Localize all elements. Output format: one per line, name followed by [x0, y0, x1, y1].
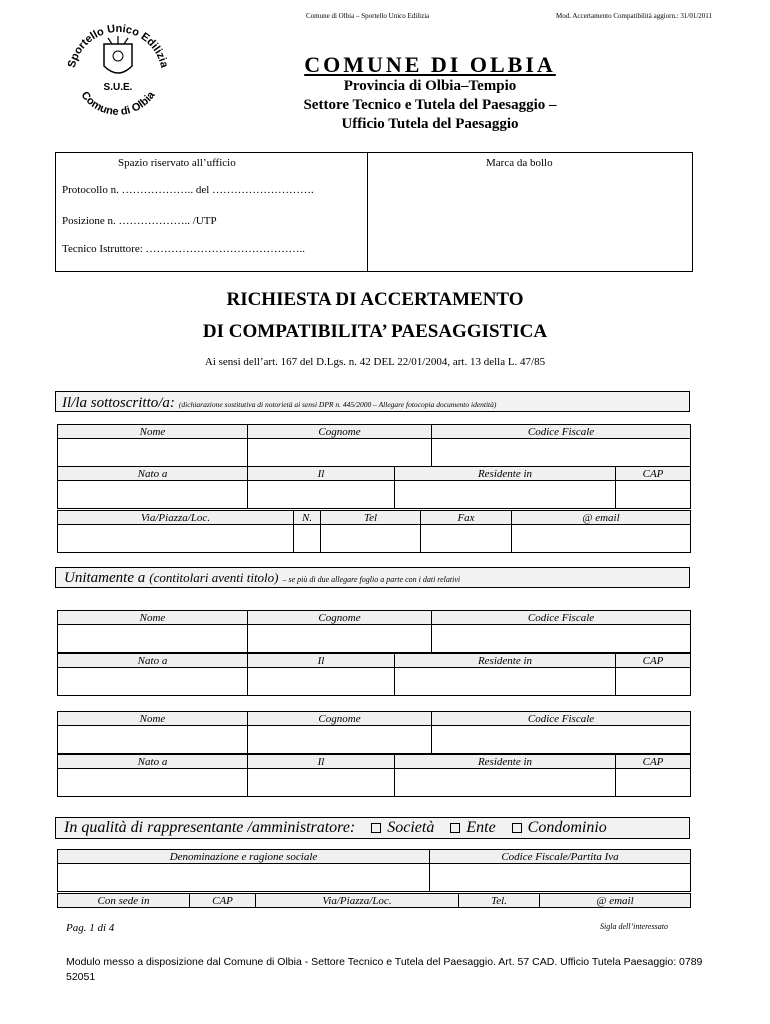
codice-fiscale-input[interactable] — [432, 625, 691, 653]
section-rappresentante-bar — [55, 817, 690, 839]
condominio-label: Condominio — [527, 819, 607, 836]
numero-input[interactable] — [294, 525, 321, 553]
doc-title-line2: DI COMPATIBILITA’ PAESAGGISTICA — [202, 321, 548, 342]
posizione-field[interactable]: Posizione n. ……………….. /UTP — [62, 215, 217, 227]
societa-label: Società — [387, 819, 435, 836]
codice-fiscale-label: Codice Fiscale — [432, 425, 691, 439]
cognome-input[interactable] — [248, 439, 432, 467]
nome-label: Nome — [58, 611, 248, 625]
nato-a-label: Nato a — [58, 654, 248, 668]
ente-label: Ente — [466, 819, 496, 836]
section-unitamente-note: – se più di due allegare foglio a parte con i dati relativi — [282, 575, 461, 584]
legal-reference: Ai sensi dell’art. 167 del D.Lgs. n. 42 DEL 22/01/2004, art. 13 della L. 47/85 — [204, 356, 546, 368]
residente-in-label: Residente in — [395, 467, 616, 481]
il-input[interactable] — [248, 481, 395, 509]
section-sottoscritto-note: (dichiarazione sostitutiva di notorietà ai sensi DPR n. 445/2000 – Allegare fotocopia documento identità) — [178, 400, 497, 409]
il-input[interactable] — [248, 769, 395, 797]
footer-note: Modulo messo a disposizione dal Comune di Olbia - Settore Tecnico e Tutela del Paesaggio. Art. 57 CAD. Ufficio Tutela Paesaggio: 0789 52051 — [66, 956, 703, 983]
societa-checkbox[interactable] — [371, 823, 381, 833]
cap-input[interactable] — [616, 481, 691, 509]
il-input[interactable] — [248, 668, 395, 696]
cap-label: CAP — [616, 467, 691, 481]
email-label: @ email — [512, 511, 691, 525]
via-label: Via/Piazza/Loc. — [58, 511, 294, 525]
con-sede-in-label: Con sede in — [58, 894, 190, 908]
page-number: Pag. 1 di 4 — [66, 922, 115, 934]
nome-input[interactable] — [58, 439, 248, 467]
contitolare-1-table — [57, 610, 691, 653]
numero-label: N. — [294, 511, 321, 525]
section-sottoscritto-bar — [55, 391, 690, 412]
sottoscritto-table — [57, 424, 691, 467]
residente-in-input[interactable] — [395, 668, 616, 696]
sottoscritto-contact-table — [57, 510, 691, 553]
header-left-text: Comune di Olbia – Sportello Unico Edilizia — [306, 12, 430, 20]
email-label: @ email — [540, 894, 691, 908]
nato-a-input[interactable] — [58, 769, 248, 797]
codice-fiscale-label: Codice Fiscale — [432, 712, 691, 726]
residente-in-label: Residente in — [395, 755, 616, 769]
cf-piva-label: Codice Fiscale/Partita Iva — [430, 850, 691, 864]
denominazione-input[interactable] — [58, 864, 430, 892]
codice-fiscale-label: Codice Fiscale — [432, 611, 691, 625]
section-unitamente-title: Unitamente a — [64, 570, 146, 586]
cap-label: CAP — [616, 654, 691, 668]
provincia-line: Provincia di Olbia–Tempio — [343, 78, 517, 94]
il-label: Il — [248, 755, 395, 769]
societa-sede-table — [57, 893, 691, 908]
codice-fiscale-input[interactable] — [432, 726, 691, 754]
cognome-input[interactable] — [248, 625, 432, 653]
tecnico-istruttore-field[interactable]: Tecnico Istruttore: …………………………………….. — [62, 243, 306, 255]
nome-label: Nome — [58, 712, 248, 726]
via-label: Via/Piazza/Loc. — [256, 894, 459, 908]
societa-table — [57, 849, 691, 892]
il-label: Il — [248, 467, 395, 481]
header-right-text: Mod. Accertamento Compatibilità aggiorn.: 31/01/2011 — [556, 12, 713, 20]
fax-label: Fax — [421, 511, 512, 525]
condominio-checkbox[interactable] — [512, 823, 522, 833]
cap-label: CAP — [190, 894, 256, 908]
contitolare-1-birth-table — [57, 653, 691, 696]
residente-in-input[interactable] — [395, 769, 616, 797]
sottoscritto-birth-table — [57, 466, 691, 509]
comune-title: COMUNE DI OLBIA — [304, 52, 556, 77]
nome-label: Nome — [58, 425, 248, 439]
nome-input[interactable] — [58, 726, 248, 754]
nome-input[interactable] — [58, 625, 248, 653]
nato-a-input[interactable] — [58, 668, 248, 696]
cognome-input[interactable] — [248, 726, 432, 754]
tel-input[interactable] — [321, 525, 421, 553]
contitolare-2-table — [57, 711, 691, 754]
section-unitamente-bar — [55, 567, 690, 588]
protocollo-field[interactable]: Protocollo n. ……………….. del ………………………. — [62, 184, 314, 196]
cap-label: CAP — [616, 755, 691, 769]
cap-input[interactable] — [616, 668, 691, 696]
denominazione-label: Denominazione e ragione sociale — [58, 850, 430, 864]
section-sottoscritto-title: Il/la sottoscritto/a: — [62, 395, 175, 411]
ufficio-line: Ufficio Tutela del Paesaggio — [341, 116, 519, 132]
cognome-label: Cognome — [248, 425, 432, 439]
cognome-label: Cognome — [248, 611, 432, 625]
via-input[interactable] — [58, 525, 294, 553]
logo-arc-bottom-text: Comune di Olbia — [78, 89, 158, 118]
ente-checkbox[interactable] — [450, 823, 460, 833]
settore-line: Settore Tecnico e Tutela del Paesaggio – — [303, 97, 557, 113]
section-rappresentante-title: In qualità di rappresentante /amministratore: — [64, 819, 356, 836]
section-unitamente-subtitle: (contitolari aventi titolo) — [149, 570, 279, 585]
contitolare-2-birth-table — [57, 754, 691, 797]
logo-arc-top-text: Sportello Unico Edilizia — [65, 22, 171, 70]
sigla-interessato: Sigla dell’interessato — [600, 922, 668, 931]
nato-a-input[interactable] — [58, 481, 248, 509]
doc-title-line1: RICHIESTA DI ACCERTAMENTO — [226, 289, 524, 310]
residente-in-input[interactable] — [395, 481, 616, 509]
il-label: Il — [248, 654, 395, 668]
fax-input[interactable] — [421, 525, 512, 553]
cf-piva-input[interactable] — [430, 864, 691, 892]
cap-input[interactable] — [616, 769, 691, 797]
nato-a-label: Nato a — [58, 467, 248, 481]
tel-label: Tel — [321, 511, 421, 525]
logo-center-text: S.U.E. — [103, 82, 133, 93]
codice-fiscale-input[interactable] — [432, 439, 691, 467]
nato-a-label: Nato a — [58, 755, 248, 769]
residente-in-label: Residente in — [395, 654, 616, 668]
email-input[interactable] — [512, 525, 691, 553]
marca-da-bollo-heading: Marca da bollo — [486, 157, 553, 169]
tel-label: Tel. — [459, 894, 540, 908]
office-reserved-heading: Spazio riservato all’ufficio — [118, 157, 236, 169]
office-reserved-box — [55, 152, 693, 272]
cognome-label: Cognome — [248, 712, 432, 726]
